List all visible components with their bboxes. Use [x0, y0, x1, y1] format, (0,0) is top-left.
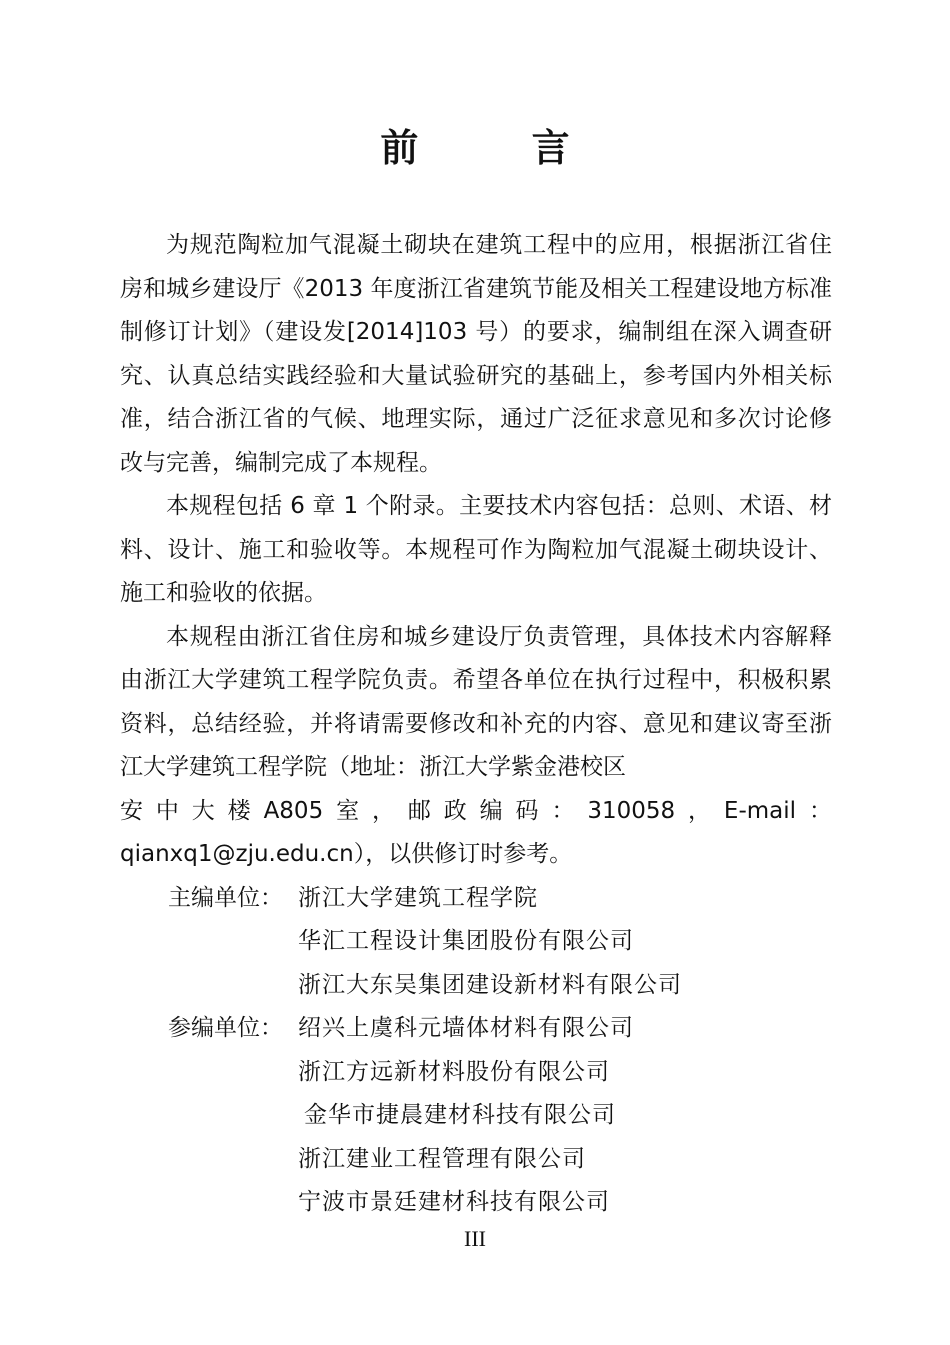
participating-editor-unit: 金华市捷晨建材科技有限公司: [304, 1102, 616, 1128]
participating-editors-label: 参编单位：: [168, 1015, 283, 1041]
participating-editor-row: [120, 1094, 832, 1138]
address-token: 邮: [407, 797, 431, 824]
participating-editor-row: [120, 1007, 832, 1051]
address-token: ，: [688, 797, 712, 824]
chief-editor-unit: 浙江大东吴集团建设新材料有限公司: [298, 971, 682, 998]
address-token: 楼: [227, 797, 251, 824]
address-line: [120, 790, 832, 834]
address-token: 大: [191, 797, 215, 824]
address-token: 室: [336, 797, 360, 824]
address-token: 政: [443, 797, 467, 824]
participating-editor-row: [120, 1138, 832, 1182]
chief-editor-row: [120, 920, 832, 964]
preface-body: [120, 224, 832, 1225]
address-token: ：: [808, 797, 832, 824]
address-token: E-mail: [723, 797, 797, 824]
paragraph-contents: 本规程包括 6 章 1 个附录。主要技术内容包括：总则、术语、材料、设计、施工和验收等。本规程可作为陶粒加气混凝土砌块设计、施工和验收的依据。: [120, 493, 832, 606]
address-token: ，: [371, 797, 395, 824]
participating-editor-unit: 绍兴上虞科元墙体材料有限公司: [298, 1015, 634, 1041]
page-number: III: [464, 1226, 486, 1251]
address-token: ：: [551, 797, 575, 824]
participating-editors: [120, 1007, 832, 1225]
address-token: 码: [515, 797, 539, 824]
participating-editor-unit: 浙江建业工程管理有限公司: [298, 1145, 586, 1172]
address-token: 中: [155, 797, 179, 824]
address-token: A805: [263, 797, 324, 824]
email-line: qianxq1@zju.edu.cn），以供修订时参考。: [120, 841, 573, 867]
address-token: 安: [120, 797, 143, 824]
page-title: 前 言: [380, 126, 620, 170]
participating-editor-unit: 宁波市景廷建材科技有限公司: [298, 1189, 610, 1215]
postal-code: 310058: [587, 797, 676, 824]
chief-editor-unit: 华汇工程设计集团股份有限公司: [298, 928, 634, 954]
chief-editor-row: [120, 877, 832, 921]
paragraph-management: 本规程由浙江省住房和城乡建设厅负责管理，具体技术内容解释由浙江大学建筑工程学院负责。希望各单位在执行过程中，积极积累资料，总结经验，并将请需要修改和补充的内容、意见和建议寄至浙江大学建筑工程学院（地址：浙江大学紫金港校区: [120, 623, 832, 780]
address-token: 编: [479, 797, 503, 824]
chief-editor-row: [120, 964, 832, 1008]
paragraph-purpose: 为规范陶粒加气混凝土砌块在建筑工程中的应用，根据浙江省住房和城乡建设厅《2013 年度浙江省建筑节能及相关工程建设地方标准制修订计划》（建设发[2014]103 号）的要求，编制组在深入调查研究、认真总结实践经验和大量试验研究的基础上，参考国内外相关标准，结合浙江省的气候、地理实际，通过广泛征求意见和多次讨论修改与完善，编制完成了本规程。: [120, 232, 832, 476]
participating-editor-row: [120, 1181, 832, 1225]
participating-editor-unit: 浙江方远新材料股份有限公司: [298, 1058, 610, 1085]
chief-editors-label: 主编单位：: [168, 884, 283, 911]
chief-editors: [120, 877, 832, 1008]
participating-editor-row: [120, 1051, 832, 1095]
chief-editor-unit: 浙江大学建筑工程学院: [298, 884, 538, 911]
